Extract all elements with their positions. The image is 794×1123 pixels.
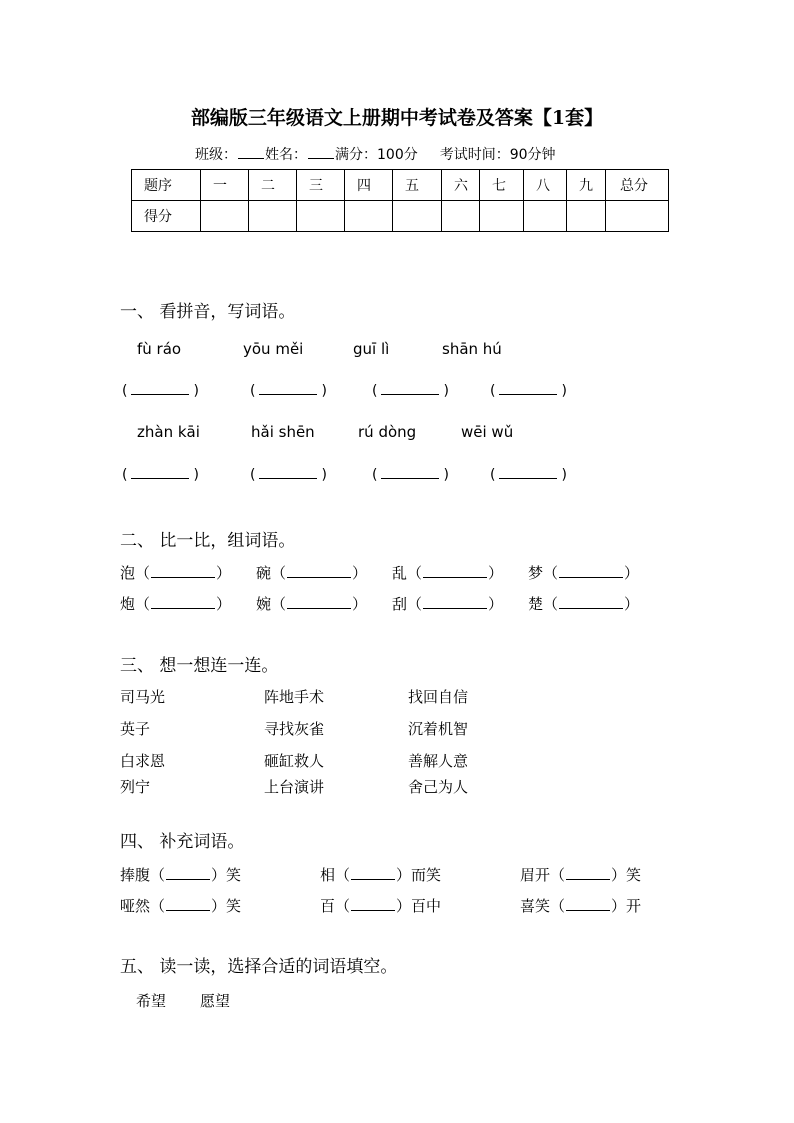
- compare-item[interactable]: 刮（ ）: [392, 595, 504, 613]
- compare-char: 梦: [528, 564, 544, 582]
- compare-item[interactable]: 梦（ ）: [528, 564, 640, 582]
- answer-blank[interactable]: ( ): [122, 383, 199, 399]
- pinyin-item: zhàn kāi: [137, 423, 200, 441]
- score-cell[interactable]: [606, 201, 669, 232]
- match-event[interactable]: 上台演讲: [264, 778, 325, 796]
- answer-blank[interactable]: ( ): [490, 467, 567, 483]
- idiom-prefix: 眉开: [520, 866, 551, 884]
- score-header-cell: 八: [524, 170, 567, 201]
- idiom-suffix: 笑: [626, 866, 642, 884]
- idiom-prefix: 哑然: [120, 897, 151, 915]
- pinyin-item: wēi wǔ: [461, 423, 514, 441]
- compare-char: 碗: [256, 564, 272, 582]
- match-person[interactable]: 司马光: [120, 688, 166, 706]
- score-cell[interactable]: [345, 201, 393, 232]
- compare-char: 楚: [528, 595, 544, 613]
- pinyin-item: yōu měi: [243, 340, 304, 358]
- score-cell[interactable]: [442, 201, 480, 232]
- name-label: 姓名：: [265, 147, 307, 163]
- match-person[interactable]: 白求恩: [120, 752, 166, 770]
- match-quality[interactable]: 善解人意: [408, 752, 469, 770]
- compare-item[interactable]: 炮（ ）: [120, 595, 232, 613]
- full-score: 满分：100分: [335, 147, 418, 163]
- word-choice: 希望: [136, 992, 167, 1010]
- match-quality[interactable]: 沉着机智: [408, 720, 469, 738]
- pinyin-item: shān hú: [442, 340, 502, 358]
- class-label: 班级：: [195, 147, 237, 163]
- score-cell[interactable]: [567, 201, 606, 232]
- score-table-score-row: [132, 201, 669, 232]
- answer-blank[interactable]: ( ): [250, 467, 327, 483]
- score-header-cell: 四: [345, 170, 393, 201]
- exam-info-line: [195, 144, 556, 164]
- score-cell[interactable]: [480, 201, 524, 232]
- score-cell[interactable]: [297, 201, 345, 232]
- score-header-cell: 题序: [132, 170, 201, 201]
- idiom-prefix: 百: [320, 897, 336, 915]
- section1-heading: 一、 看拼音，写词语。: [120, 302, 296, 322]
- score-header-cell: 二: [249, 170, 297, 201]
- section4-heading: 四、 补充词语。: [120, 832, 245, 852]
- answer-blank[interactable]: ( ): [490, 383, 567, 399]
- idiom-prefix: 捧腹: [120, 866, 151, 884]
- idiom-item[interactable]: 眉开（ ）笑: [520, 866, 642, 884]
- idiom-item[interactable]: 相（ ）而笑: [320, 866, 442, 884]
- pinyin-item: fù ráo: [137, 340, 182, 358]
- idiom-suffix: 开: [626, 897, 642, 915]
- score-header-cell: 一: [201, 170, 249, 201]
- answer-blank[interactable]: ( ): [372, 383, 449, 399]
- match-person[interactable]: 英子: [120, 720, 151, 738]
- compare-item[interactable]: 婉（ ）: [256, 595, 368, 613]
- idiom-item[interactable]: 百（ ）百中: [320, 897, 442, 915]
- compare-item[interactable]: 楚（ ）: [528, 595, 640, 613]
- idiom-item[interactable]: 哑然（ ）笑: [120, 897, 242, 915]
- answer-blank[interactable]: ( ): [122, 467, 199, 483]
- match-quality[interactable]: 找回自信: [408, 688, 469, 706]
- section2-heading: 二、 比一比，组词语。: [120, 531, 296, 551]
- compare-item[interactable]: 泡（ ）: [120, 564, 232, 582]
- pinyin-item: rú dòng: [358, 423, 417, 441]
- answer-blank[interactable]: ( ): [250, 383, 327, 399]
- compare-item[interactable]: 乱（ ）: [392, 564, 504, 582]
- score-table: [131, 169, 669, 232]
- score-header-cell: 总分: [606, 170, 669, 201]
- section5-heading: 五、 读一读，选择合适的词语填空。: [120, 957, 398, 977]
- idiom-suffix: 笑: [226, 897, 242, 915]
- score-cell[interactable]: [249, 201, 297, 232]
- match-quality[interactable]: 舍己为人: [408, 778, 469, 796]
- idiom-suffix: 而笑: [411, 866, 442, 884]
- idiom-item[interactable]: 捧腹（ ）笑: [120, 866, 242, 884]
- compare-char: 炮: [120, 595, 136, 613]
- score-table-header-row: [132, 170, 669, 201]
- compare-char: 婉: [256, 595, 272, 613]
- match-event[interactable]: 砸缸救人: [264, 752, 325, 770]
- compare-char: 泡: [120, 564, 136, 582]
- pinyin-item: hǎi shēn: [251, 423, 315, 441]
- score-cell[interactable]: [201, 201, 249, 232]
- score-header-cell: 三: [297, 170, 345, 201]
- match-event[interactable]: 寻找灰雀: [264, 720, 325, 738]
- score-cell[interactable]: [524, 201, 567, 232]
- name-blank[interactable]: [308, 146, 334, 159]
- compare-char: 乱: [392, 564, 408, 582]
- idiom-item[interactable]: 喜笑（ ）开: [520, 897, 642, 915]
- compare-item[interactable]: 碗（ ）: [256, 564, 368, 582]
- match-event[interactable]: 阵地手术: [264, 688, 325, 706]
- score-header-cell: 五: [393, 170, 442, 201]
- score-cell[interactable]: [393, 201, 442, 232]
- idiom-prefix: 相: [320, 866, 336, 884]
- score-header-cell: 九: [567, 170, 606, 201]
- match-person[interactable]: 列宁: [120, 778, 151, 796]
- score-header-cell: 七: [480, 170, 524, 201]
- word-choice: 愿望: [200, 992, 231, 1010]
- compare-char: 刮: [392, 595, 408, 613]
- answer-blank[interactable]: ( ): [372, 467, 449, 483]
- section3-heading: 三、 想一想连一连。: [120, 656, 279, 676]
- score-header-cell: 六: [442, 170, 480, 201]
- idiom-suffix: 笑: [226, 866, 242, 884]
- pinyin-item: guī lì: [353, 340, 390, 358]
- class-blank[interactable]: [238, 146, 264, 159]
- exam-time: 考试时间：90分钟: [439, 147, 556, 163]
- score-row-label: 得分: [132, 201, 201, 232]
- idiom-prefix: 喜笑: [520, 897, 551, 915]
- page-title: 部编版三年级语文上册期中考试卷及答案【1套】: [190, 107, 604, 129]
- idiom-suffix: 百中: [411, 897, 442, 915]
